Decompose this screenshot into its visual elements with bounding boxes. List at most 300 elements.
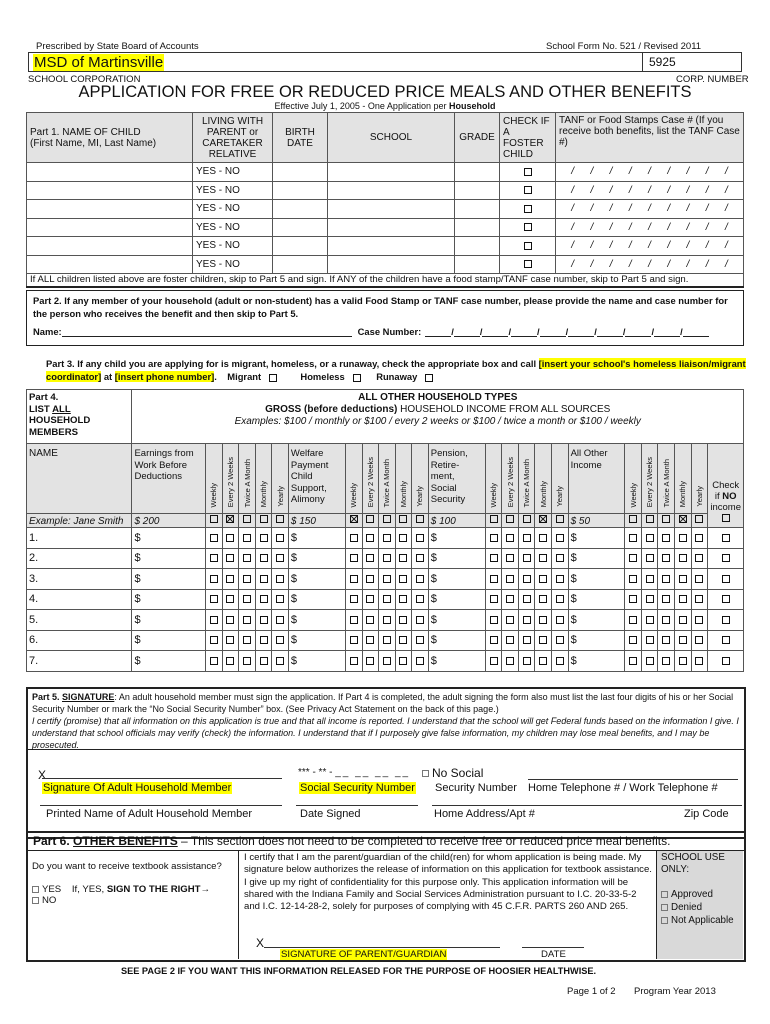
frequency-checkbox[interactable] <box>350 534 358 542</box>
part2-name-input[interactable] <box>62 326 352 337</box>
birth-date-input[interactable] <box>273 218 328 237</box>
part6-section <box>26 831 746 962</box>
no-income-checkbox[interactable] <box>722 657 730 665</box>
birth-date-input[interactable] <box>273 237 328 256</box>
school-use-title: SCHOOL USE ONLY: <box>661 852 725 875</box>
child-row <box>27 218 744 237</box>
income-amount-input[interactable]: $ <box>132 630 206 651</box>
frequency-checkbox[interactable] <box>539 575 547 583</box>
frequency-checkbox[interactable] <box>662 616 670 624</box>
income-amount-input[interactable]: $ <box>288 569 345 590</box>
frequency-checkbox[interactable] <box>383 595 391 603</box>
birth-date-input[interactable] <box>273 200 328 219</box>
school-input[interactable] <box>328 181 455 200</box>
foster-checkbox[interactable] <box>524 205 532 213</box>
foster-checkbox[interactable] <box>524 260 532 268</box>
frequency-checkbox[interactable] <box>260 636 268 644</box>
income-amount-input[interactable]: $ <box>288 610 345 631</box>
frequency-checkbox[interactable] <box>695 554 703 562</box>
frequency-checkbox[interactable] <box>679 595 687 603</box>
income-amount-input[interactable]: $ <box>288 630 345 651</box>
frequency-checkbox[interactable] <box>416 616 424 624</box>
household-member-row <box>27 528 744 549</box>
income-amount-input[interactable]: $ <box>568 589 625 610</box>
frequency-checkbox[interactable] <box>556 554 564 562</box>
frequency-checkbox[interactable] <box>679 575 687 583</box>
frequency-checkbox[interactable] <box>243 554 251 562</box>
frequency-checkbox[interactable] <box>416 554 424 562</box>
frequency-checkbox[interactable] <box>556 636 564 644</box>
adult-signature-line[interactable] <box>42 778 282 779</box>
example-frequency-checkbox <box>646 515 654 523</box>
living-with-yes-no[interactable]: YES - NO <box>193 163 273 182</box>
example-name: Example: Jane Smith <box>27 514 132 528</box>
migrant-checkbox[interactable] <box>269 374 277 382</box>
household-member-row <box>27 589 744 610</box>
no-income-checkbox[interactable] <box>722 534 730 542</box>
foster-checkbox[interactable] <box>524 223 532 231</box>
income-amount-input[interactable]: $ <box>288 548 345 569</box>
member-name-input[interactable]: 3. <box>27 569 132 590</box>
part3-section: Part 3. If any child you are applying for is migrant, homeless, or a runaway, check the appropriate box and call [insert your school's homeless liaison/migrant coordinator] at [insert phone number]. Migrant Homeless Runaway <box>46 358 746 382</box>
frequency-checkbox[interactable] <box>662 636 670 644</box>
school-input[interactable] <box>328 163 455 182</box>
living-with-yes-no[interactable]: YES - NO <box>193 200 273 219</box>
no-income-checkbox[interactable] <box>722 616 730 624</box>
name-label: Name: <box>33 326 62 337</box>
frequency-checkbox[interactable] <box>366 657 374 665</box>
tanf-case-input[interactable]: / / / / / / / / / <box>556 237 744 256</box>
frequency-checkbox[interactable] <box>260 616 268 624</box>
part2-fields <box>33 326 737 337</box>
grade-input[interactable] <box>455 163 500 182</box>
frequency-header: Twice A Month <box>518 444 535 514</box>
income-amount-input[interactable]: $ <box>428 589 485 610</box>
frequency-header: Every 2 Weeks <box>502 444 519 514</box>
income-amount-input[interactable]: $ <box>568 651 625 672</box>
frequency-checkbox[interactable] <box>539 534 547 542</box>
frequency-checkbox[interactable] <box>506 657 514 665</box>
frequency-checkbox[interactable] <box>243 575 251 583</box>
part2-case-number-input[interactable]: / / / / / / / / / <box>425 326 708 337</box>
yes-option[interactable]: YES If, YES, SIGN TO THE RIGHT→ <box>32 884 234 895</box>
frequency-checkbox[interactable] <box>523 554 531 562</box>
frequency-checkbox[interactable] <box>383 554 391 562</box>
income-amount-input[interactable]: $ <box>288 651 345 672</box>
frequency-checkbox[interactable] <box>490 636 498 644</box>
date-signed-line[interactable] <box>296 805 418 806</box>
child-name-input[interactable] <box>27 200 193 219</box>
frequency-checkbox[interactable] <box>399 616 407 624</box>
zip-code-label: Zip Code <box>684 808 729 820</box>
no-social-checkbox-label[interactable]: No Social <box>422 766 483 780</box>
frequency-checkbox[interactable] <box>646 595 654 603</box>
frequency-checkbox[interactable] <box>646 616 654 624</box>
income-amount-input[interactable]: $ <box>428 651 485 672</box>
income-amount-input[interactable]: $ <box>288 589 345 610</box>
frequency-checkbox[interactable] <box>350 636 358 644</box>
income-amount-input[interactable]: $ <box>132 610 206 631</box>
household-member-row <box>27 630 744 651</box>
frequency-checkbox[interactable] <box>662 595 670 603</box>
frequency-checkbox[interactable] <box>539 636 547 644</box>
address-line[interactable] <box>432 805 742 806</box>
parent-signature-label: SIGNATURE OF PARENT/GUARDIAN <box>281 949 447 960</box>
frequency-checkbox[interactable] <box>260 534 268 542</box>
member-name-input[interactable]: 5. <box>27 610 132 631</box>
income-amount-input[interactable]: $ <box>568 610 625 631</box>
corp-number-field[interactable]: 5925 <box>649 55 676 69</box>
child-name-input[interactable] <box>27 163 193 182</box>
frequency-header: Monthly <box>395 444 412 514</box>
printed-name-line[interactable] <box>40 805 282 806</box>
frequency-checkbox[interactable] <box>210 554 218 562</box>
frequency-checkbox[interactable] <box>416 636 424 644</box>
frequency-checkbox[interactable] <box>276 575 284 583</box>
income-amount-input[interactable]: $ <box>568 569 625 590</box>
frequency-checkbox[interactable] <box>210 575 218 583</box>
ssn-field[interactable]: *** - ** - __ __ __ __ <box>298 767 411 778</box>
frequency-checkbox[interactable] <box>210 616 218 624</box>
child-name-input[interactable] <box>27 255 193 274</box>
frequency-checkbox[interactable] <box>490 534 498 542</box>
frequency-checkbox[interactable] <box>539 657 547 665</box>
approved-option[interactable]: Approved <box>661 888 739 901</box>
part1-children-table <box>26 112 744 288</box>
frequency-checkbox[interactable] <box>523 575 531 583</box>
frequency-checkbox[interactable] <box>383 636 391 644</box>
telephone-label: Home Telephone # / Work Telephone # <box>528 782 718 794</box>
frequency-checkbox[interactable] <box>506 534 514 542</box>
frequency-checkbox[interactable] <box>366 534 374 542</box>
birth-date-input[interactable] <box>273 163 328 182</box>
income-amount-input[interactable]: $ <box>132 528 206 549</box>
tanf-case-input[interactable]: / / / / / / / / / <box>556 218 744 237</box>
frequency-checkbox[interactable] <box>646 554 654 562</box>
frequency-checkbox[interactable] <box>556 575 564 583</box>
frequency-checkbox[interactable] <box>629 657 637 665</box>
birth-date-input[interactable] <box>273 181 328 200</box>
school-corp-box <box>28 52 742 72</box>
school-corporation-field[interactable]: MSD of Martinsville <box>34 54 164 71</box>
frequency-checkbox[interactable] <box>556 595 564 603</box>
frequency-checkbox[interactable] <box>629 616 637 624</box>
frequency-checkbox[interactable] <box>226 636 234 644</box>
frequency-checkbox[interactable] <box>226 575 234 583</box>
example-frequency-checkbox <box>662 515 670 523</box>
example-frequency-checkbox <box>629 515 637 523</box>
frequency-checkbox[interactable] <box>679 657 687 665</box>
frequency-checkbox[interactable] <box>226 554 234 562</box>
frequency-checkbox[interactable] <box>506 575 514 583</box>
frequency-checkbox[interactable] <box>210 595 218 603</box>
income-amount-input[interactable]: $ <box>568 528 625 549</box>
example-frequency-checkbox <box>226 515 234 523</box>
frequency-checkbox[interactable] <box>490 575 498 583</box>
frequency-checkbox[interactable] <box>556 534 564 542</box>
frequency-checkbox[interactable] <box>276 616 284 624</box>
no-income-header: Check if NO income <box>708 444 744 528</box>
school-input[interactable] <box>328 200 455 219</box>
example-frequency-checkbox <box>490 515 498 523</box>
tanf-case-input[interactable]: / / / / / / / / / <box>556 255 744 274</box>
part2-section <box>26 290 744 346</box>
frequency-checkbox[interactable] <box>399 534 407 542</box>
frequency-checkbox[interactable] <box>399 554 407 562</box>
frequency-checkbox[interactable] <box>260 554 268 562</box>
printed-name-label: Printed Name of Adult Household Member <box>46 808 253 820</box>
homeless-checkbox[interactable] <box>353 374 361 382</box>
foster-cell <box>500 218 556 237</box>
frequency-checkbox[interactable] <box>646 657 654 665</box>
frequency-checkbox[interactable] <box>695 616 703 624</box>
grade-input[interactable] <box>455 255 500 274</box>
frequency-checkbox[interactable] <box>210 636 218 644</box>
frequency-checkbox[interactable] <box>243 534 251 542</box>
no-income-checkbox[interactable] <box>722 554 730 562</box>
frequency-checkbox[interactable] <box>646 575 654 583</box>
income-amount-input[interactable]: $ <box>428 610 485 631</box>
frequency-checkbox[interactable] <box>523 616 531 624</box>
income-amount-input[interactable]: $ <box>132 569 206 590</box>
example-frequency-checkbox <box>350 515 358 523</box>
frequency-checkbox[interactable] <box>350 595 358 603</box>
frequency-checkbox[interactable] <box>399 595 407 603</box>
frequency-checkbox[interactable] <box>695 575 703 583</box>
frequency-checkbox[interactable] <box>366 595 374 603</box>
frequency-checkbox[interactable] <box>539 554 547 562</box>
living-with-yes-no[interactable]: YES - NO <box>193 218 273 237</box>
frequency-checkbox[interactable] <box>276 554 284 562</box>
income-type-header: All Other Income <box>568 444 625 514</box>
frequency-checkbox[interactable] <box>350 554 358 562</box>
tanf-case-input[interactable]: / / / / / / / / / <box>556 200 744 219</box>
income-amount-input[interactable]: $ <box>428 528 485 549</box>
school-use-only-box <box>656 851 743 959</box>
frequency-checkbox[interactable] <box>276 595 284 603</box>
grade-input[interactable] <box>455 218 500 237</box>
name-column-header: NAME <box>27 444 132 514</box>
grade-input[interactable] <box>455 181 500 200</box>
frequency-checkbox[interactable] <box>226 616 234 624</box>
frequency-checkbox[interactable] <box>679 616 687 624</box>
denied-option[interactable]: Denied <box>661 901 739 914</box>
frequency-checkbox[interactable] <box>243 636 251 644</box>
income-amount-input[interactable]: $ <box>428 569 485 590</box>
part6-date-line[interactable] <box>522 947 584 948</box>
col-grade: GRADE <box>455 113 500 163</box>
grade-input[interactable] <box>455 237 500 256</box>
frequency-checkbox[interactable] <box>662 657 670 665</box>
frequency-checkbox[interactable] <box>662 534 670 542</box>
frequency-checkbox[interactable] <box>662 575 670 583</box>
frequency-header: Weekly <box>625 444 642 514</box>
frequency-checkbox[interactable] <box>506 636 514 644</box>
frequency-checkbox[interactable] <box>243 657 251 665</box>
member-name-input[interactable]: 4. <box>27 589 132 610</box>
income-amount-input[interactable]: $ <box>132 651 206 672</box>
foster-cell <box>500 200 556 219</box>
member-name-input[interactable]: 1. <box>27 528 132 549</box>
frequency-header: Twice A Month <box>239 444 256 514</box>
frequency-checkbox[interactable] <box>260 595 268 603</box>
income-amount-input[interactable]: $ <box>428 630 485 651</box>
frequency-checkbox[interactable] <box>506 595 514 603</box>
frequency-checkbox[interactable] <box>523 657 531 665</box>
case-number-label: Case Number: <box>357 326 422 337</box>
member-name-input[interactable]: 6. <box>27 630 132 651</box>
frequency-checkbox[interactable] <box>490 657 498 665</box>
frequency-header: Yearly <box>412 444 429 514</box>
no-income-checkbox[interactable] <box>722 575 730 583</box>
frequency-checkbox[interactable] <box>556 657 564 665</box>
living-with-yes-no[interactable]: YES - NO <box>193 237 273 256</box>
frequency-checkbox[interactable] <box>366 554 374 562</box>
frequency-checkbox[interactable] <box>243 595 251 603</box>
telephone-line[interactable] <box>528 779 738 780</box>
frequency-checkbox[interactable] <box>556 616 564 624</box>
part1-footnote: If ALL children listed above are foster children, skip to Part 5 and sign. If ANY of the children have a food stamp/TANF case number, skip to Part 5 and sign. <box>27 274 744 287</box>
frequency-checkbox[interactable] <box>523 595 531 603</box>
living-with-yes-no[interactable]: YES - NO <box>193 181 273 200</box>
part5-section <box>26 687 746 839</box>
program-year: Program Year 2013 <box>634 986 716 997</box>
frequency-checkbox[interactable] <box>399 657 407 665</box>
frequency-checkbox[interactable] <box>260 657 268 665</box>
frequency-checkbox[interactable] <box>210 534 218 542</box>
frequency-checkbox[interactable] <box>539 616 547 624</box>
frequency-checkbox[interactable] <box>366 636 374 644</box>
frequency-checkbox[interactable] <box>506 616 514 624</box>
frequency-checkbox[interactable] <box>383 616 391 624</box>
not-applicable-option[interactable]: Not Applicable <box>661 914 739 927</box>
frequency-checkbox[interactable] <box>695 595 703 603</box>
frequency-checkbox[interactable] <box>383 657 391 665</box>
tanf-case-input[interactable]: / / / / / / / / / <box>556 181 744 200</box>
frequency-checkbox[interactable] <box>490 595 498 603</box>
foster-checkbox[interactable] <box>524 168 532 176</box>
school-input[interactable] <box>328 218 455 237</box>
income-amount-input[interactable]: $ <box>288 528 345 549</box>
frequency-checkbox[interactable] <box>226 534 234 542</box>
no-option[interactable]: NO <box>32 895 234 906</box>
example-frequency-checkbox <box>556 515 564 523</box>
no-income-checkbox[interactable] <box>722 636 730 644</box>
frequency-header: Every 2 Weeks <box>222 444 239 514</box>
frequency-checkbox[interactable] <box>276 534 284 542</box>
frequency-checkbox[interactable] <box>260 575 268 583</box>
child-name-input[interactable] <box>27 218 193 237</box>
frequency-header: Weekly <box>485 444 502 514</box>
ssn-label: Social Security Number <box>300 782 415 794</box>
frequency-checkbox[interactable] <box>350 657 358 665</box>
grade-input[interactable] <box>455 200 500 219</box>
living-with-yes-no[interactable]: YES - NO <box>193 255 273 274</box>
household-member-row <box>27 610 744 631</box>
tanf-case-input[interactable]: / / / / / / / / / <box>556 163 744 182</box>
frequency-checkbox[interactable] <box>383 534 391 542</box>
income-type-header: Welfare Payment Child Support, Alimony <box>288 444 345 514</box>
child-row <box>27 181 744 200</box>
income-amount-input[interactable]: $ <box>132 589 206 610</box>
frequency-checkbox[interactable] <box>629 636 637 644</box>
frequency-checkbox[interactable] <box>416 534 424 542</box>
foster-checkbox[interactable] <box>524 242 532 250</box>
frequency-checkbox[interactable] <box>276 657 284 665</box>
frequency-checkbox[interactable] <box>243 616 251 624</box>
frequency-checkbox[interactable] <box>629 575 637 583</box>
frequency-checkbox[interactable] <box>276 636 284 644</box>
frequency-checkbox[interactable] <box>629 595 637 603</box>
frequency-checkbox[interactable] <box>506 554 514 562</box>
example-amount: $ 100 <box>428 514 485 528</box>
frequency-checkbox[interactable] <box>523 534 531 542</box>
child-row <box>27 200 744 219</box>
col-birth-date: BIRTH DATE <box>273 113 328 163</box>
frequency-checkbox[interactable] <box>539 595 547 603</box>
birth-date-input[interactable] <box>273 255 328 274</box>
frequency-checkbox[interactable] <box>490 616 498 624</box>
child-name-input[interactable] <box>27 237 193 256</box>
frequency-checkbox[interactable] <box>695 534 703 542</box>
frequency-checkbox[interactable] <box>416 595 424 603</box>
frequency-checkbox[interactable] <box>226 657 234 665</box>
income-amount-input[interactable]: $ <box>132 548 206 569</box>
frequency-checkbox[interactable] <box>646 534 654 542</box>
frequency-checkbox[interactable] <box>646 636 654 644</box>
frequency-checkbox[interactable] <box>679 554 687 562</box>
income-amount-input[interactable]: $ <box>568 548 625 569</box>
frequency-checkbox[interactable] <box>523 636 531 644</box>
income-amount-input[interactable]: $ <box>568 630 625 651</box>
parent-signature-line[interactable] <box>264 947 500 948</box>
frequency-checkbox[interactable] <box>695 636 703 644</box>
frequency-checkbox[interactable] <box>366 616 374 624</box>
no-income-checkbox[interactable] <box>722 595 730 603</box>
frequency-checkbox[interactable] <box>350 616 358 624</box>
frequency-checkbox[interactable] <box>399 575 407 583</box>
homeless-liaison-placeholder: [insert your school's homeless liaison/migrant coordinator] <box>46 358 746 382</box>
frequency-checkbox[interactable] <box>490 554 498 562</box>
income-amount-input[interactable]: $ <box>428 548 485 569</box>
member-name-input[interactable]: 2. <box>27 548 132 569</box>
child-name-input[interactable] <box>27 181 193 200</box>
adult-signature-label: Signature Of Adult Household Member <box>43 782 232 794</box>
frequency-checkbox[interactable] <box>350 575 358 583</box>
frequency-checkbox[interactable] <box>695 657 703 665</box>
frequency-checkbox[interactable] <box>383 575 391 583</box>
frequency-header: Every 2 Weeks <box>362 444 379 514</box>
frequency-checkbox[interactable] <box>416 657 424 665</box>
frequency-checkbox[interactable] <box>629 554 637 562</box>
frequency-header: Yearly <box>272 444 289 514</box>
frequency-checkbox[interactable] <box>416 575 424 583</box>
frequency-checkbox[interactable] <box>662 554 670 562</box>
frequency-checkbox[interactable] <box>210 657 218 665</box>
foster-checkbox[interactable] <box>524 186 532 194</box>
frequency-checkbox[interactable] <box>399 636 407 644</box>
frequency-checkbox[interactable] <box>366 575 374 583</box>
member-name-input[interactable]: 7. <box>27 651 132 672</box>
frequency-checkbox[interactable] <box>679 534 687 542</box>
frequency-checkbox[interactable] <box>679 636 687 644</box>
runaway-checkbox[interactable] <box>425 374 433 382</box>
frequency-checkbox[interactable] <box>226 595 234 603</box>
school-input[interactable] <box>328 255 455 274</box>
household-member-row <box>27 651 744 672</box>
frequency-checkbox[interactable] <box>629 534 637 542</box>
school-input[interactable] <box>328 237 455 256</box>
